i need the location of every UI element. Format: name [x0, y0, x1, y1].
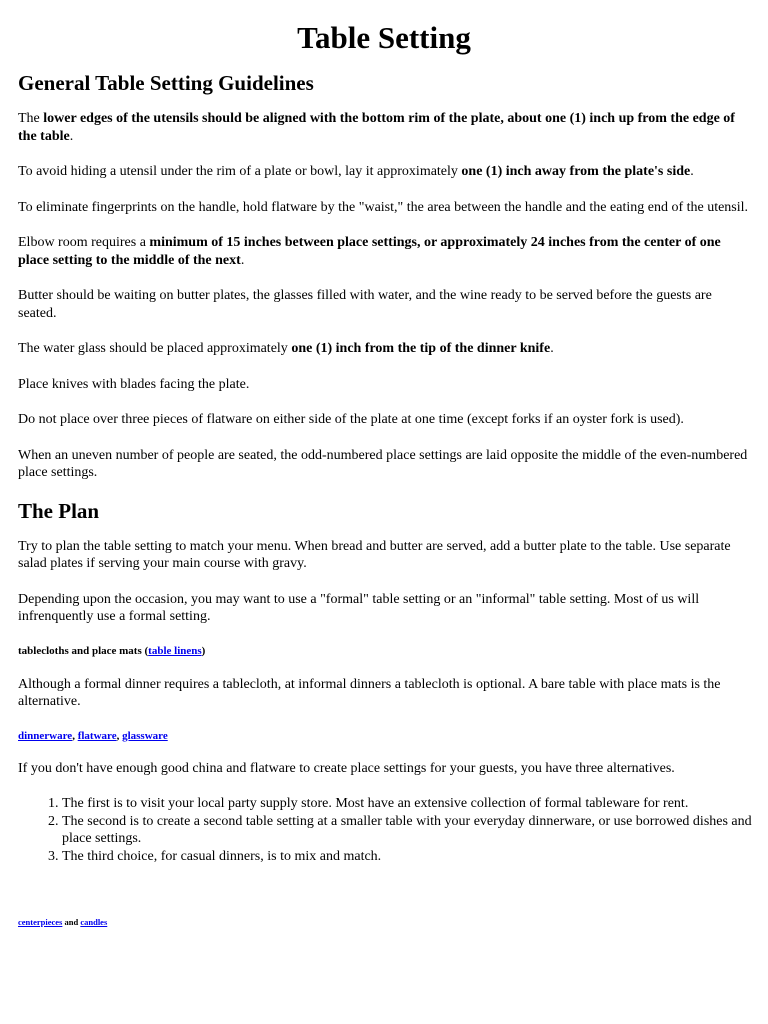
table-linens-link[interactable]: table linens [148, 644, 202, 657]
list-item: 3. The third choice, for casual dinners, is to mix and match. [62, 848, 753, 866]
centerpieces-link[interactable]: centerpieces [18, 917, 63, 927]
subheading-text: tablecloths and place mats ( [18, 644, 149, 657]
bold-text: one (1) inch away from the plate's side [461, 164, 691, 179]
paragraph-utensil-spacing [18, 163, 753, 181]
paragraph-uneven-number: When an uneven number of people are seated, the odd-numbered place settings are laid opposite the middle of the even-numbered place settings. [18, 447, 748, 480]
paragraph-plan-menu: Try to plan the table setting to match your menu. When bread and butter are served, add a butter plate to the table. Use separate salad plates if serving your main course with gravy. [18, 538, 731, 571]
subheading-tablecloths [18, 644, 753, 658]
footer-and-text: and [62, 917, 81, 927]
text-run: To avoid hiding a utensil under the rim of a plate or bowl, lay it approximately [18, 164, 462, 179]
text-run: . [69, 128, 74, 144]
paragraph-flatware-limit: Do not place over three pieces of flatware on either side of the plate at one time (except forks if an oyster fork is used). [18, 412, 684, 427]
paragraph-elbow-room [18, 234, 753, 269]
glassware-link[interactable]: glassware [122, 729, 168, 742]
paragraph-alternatives: If you don't have enough good china and flatware to create place settings for your guests, you have three alternatives. [18, 760, 675, 776]
paragraph-tablecloth: Although a formal dinner requires a tablecloth, at informal dinners a tablecloth is optional. A bare table with place mats is the alternative. [18, 676, 721, 709]
candles-link[interactable]: candles [80, 917, 108, 927]
footer-links-row [18, 917, 753, 928]
paragraph-knives: Place knives with blades facing the plate. [18, 376, 250, 392]
list-item: 2. The second is to create a second table setting at a smaller table with your everyday dinnerware, or use borrowed dishes and place settings. [62, 813, 753, 848]
text-run: The water glass should be placed approximately [18, 341, 292, 356]
bold-text: minimum of 15 inches between place settings, or approximately 24 inches from the center of one place setting to the middle of the next [18, 235, 721, 268]
separator: , [72, 729, 78, 742]
text-run: Elbow room requires a [18, 235, 150, 250]
bold-text: lower edges of the utensils should be aligned with the bottom rim of the plate, about one (1) inch up from the edge of the table [18, 111, 735, 144]
paragraph-butter: Butter should be waiting on butter plates, the glasses filled with water, and the wine ready to be served before the guests are seated. [18, 288, 712, 321]
paragraph-formal-informal: Depending upon the occasion, you may want to use a "formal" table setting or an "informal" table setting. Most of us will infrenquently use a formal setting. [18, 591, 700, 624]
bold-text: one (1) inch from the tip of the dinner knife [291, 341, 551, 356]
text-run: . [240, 252, 245, 268]
page-title: Table Setting [297, 20, 471, 55]
alternatives-list [18, 795, 753, 865]
separator: , [116, 729, 123, 742]
list-item: 1. The first is to visit your local party supply store. Most have an extensive collection of formal tableware for rent. [62, 795, 753, 813]
section-heading-guidelines: General Table Setting Guidelines [18, 71, 314, 95]
flatware-link[interactable]: flatware [77, 729, 117, 742]
dinnerware-link[interactable]: dinnerware [18, 729, 73, 742]
text-run: . [550, 341, 554, 356]
text-run: . [690, 164, 694, 179]
paragraph-utensil-alignment [18, 110, 753, 145]
document-page [18, 0, 753, 928]
tableware-links-row [18, 729, 753, 743]
paragraph-water-glass [18, 340, 753, 358]
subheading-close: ) [201, 644, 206, 657]
text-run: The [18, 111, 44, 126]
paragraph-fingerprints: To eliminate fingerprints on the handle, hold flatware by the "waist," the area between the handle and the eating end of the utensil. [18, 199, 749, 215]
section-heading-plan: The Plan [18, 498, 100, 523]
